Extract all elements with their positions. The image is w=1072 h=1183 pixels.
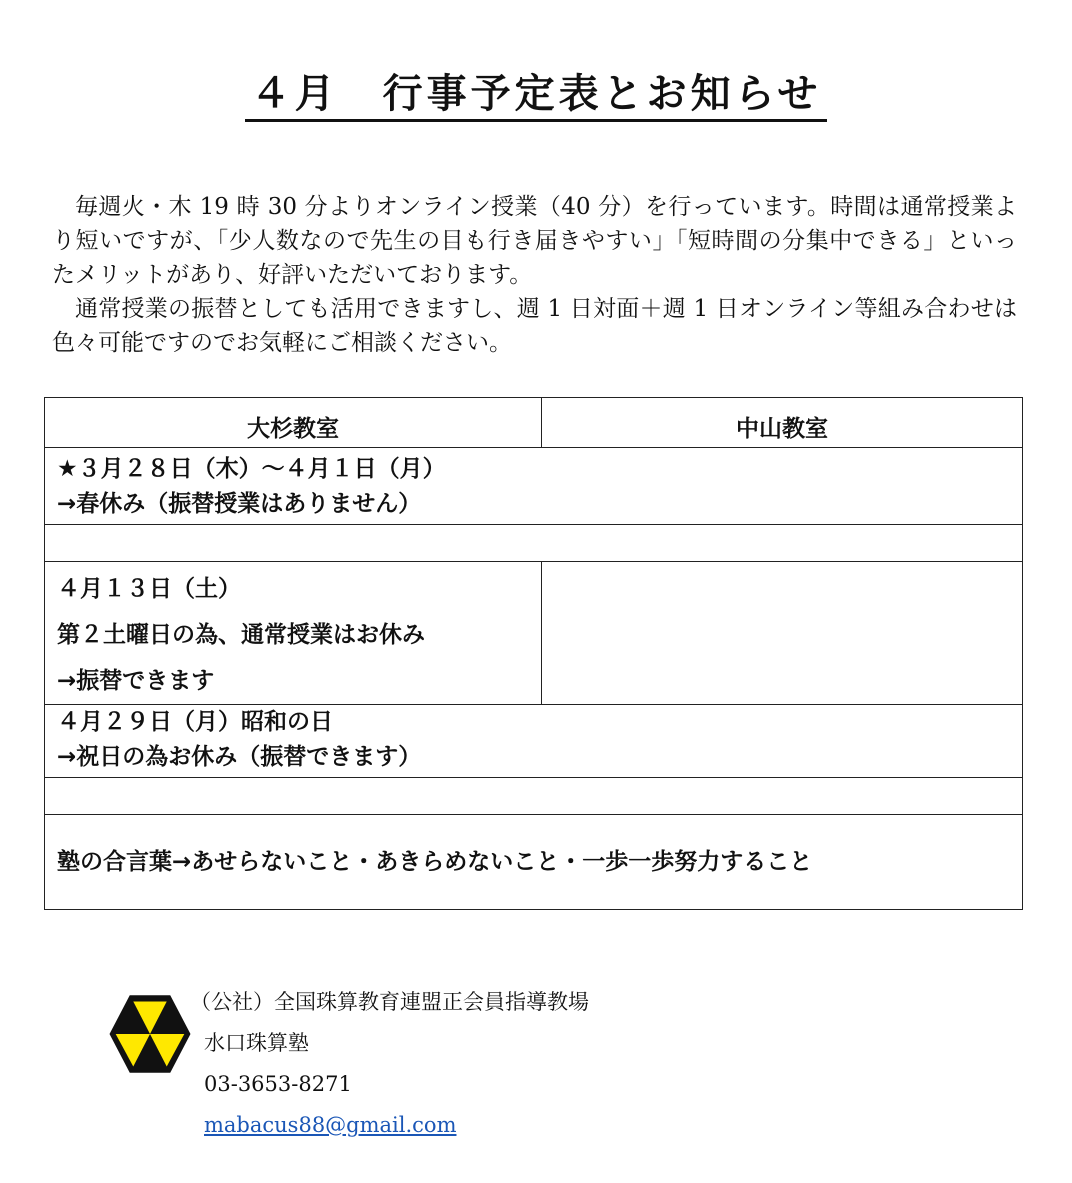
spring-break-cell <box>45 448 1023 525</box>
april-29-date: ４月２９日（月）昭和の日 <box>57 709 333 735</box>
intro-paragraph: 毎週火・木 19 時 30 分よりオンライン授業（40 分）を行っています。時間は通常授業より短いですが、「少人数なので先生の目も行き届きやすい」「短時間の分集中できる」といったメリットがあり、好評いただいております。 <box>52 194 1017 288</box>
footer-school: 水口珠算塾 <box>204 1031 309 1055</box>
motto-text: 塾の合言葉→あせらないこと・あきらめないこと・一歩一歩努力すること <box>57 848 813 875</box>
april-29-cell <box>45 705 1023 778</box>
footer-phone: 03-3653-8271 <box>204 1072 352 1096</box>
page-title: ４月 行事予定表とお知らせ <box>245 71 828 122</box>
intro-paragraph: 通常授業の振替としても活用できますし、週 1 日対面＋週 1 日オンライン等組み合わせは色々可能ですのでお気軽にご相談ください。 <box>52 296 1017 356</box>
empty-cell <box>45 525 1023 562</box>
motto-cell <box>45 815 1023 910</box>
table-row <box>45 815 1023 910</box>
intro-text <box>52 190 1017 360</box>
empty-cell <box>45 778 1023 815</box>
table-row <box>45 778 1023 815</box>
schedule-table <box>44 397 1023 910</box>
footer-email-link[interactable]: mabacus88@gmail.com <box>204 1113 457 1137</box>
abacus-hexagon-logo-icon <box>106 990 194 1078</box>
april-13-date: ４月１３日（土） <box>57 576 241 602</box>
column-header-osugi: 大杉教室 <box>45 398 542 448</box>
spring-break-dates: ★３月２８日（木）～４月１日（月） <box>57 456 446 482</box>
table-row <box>45 448 1023 525</box>
table-row <box>45 525 1023 562</box>
april-13-cell <box>45 562 542 705</box>
footer-text <box>190 985 804 1149</box>
footer-email-wrap <box>204 1108 804 1149</box>
page-title-wrap <box>0 62 1072 119</box>
spring-break-note: →春休み（振替授業はありません） <box>57 491 422 517</box>
footer-org: （公社）全国珠算教育連盟正会員指導教場 <box>190 990 589 1014</box>
april-29-note: →祝日の為お休み（振替できます） <box>57 744 422 770</box>
empty-cell <box>542 562 1023 705</box>
table-row <box>45 562 1023 705</box>
april-13-makeup: →振替できます <box>57 668 215 694</box>
table-header-row <box>45 398 1023 448</box>
table-row <box>45 705 1023 778</box>
april-13-note: 第２土曜日の為、通常授業はお休み <box>57 622 425 648</box>
column-header-nakayama: 中山教室 <box>542 398 1023 448</box>
